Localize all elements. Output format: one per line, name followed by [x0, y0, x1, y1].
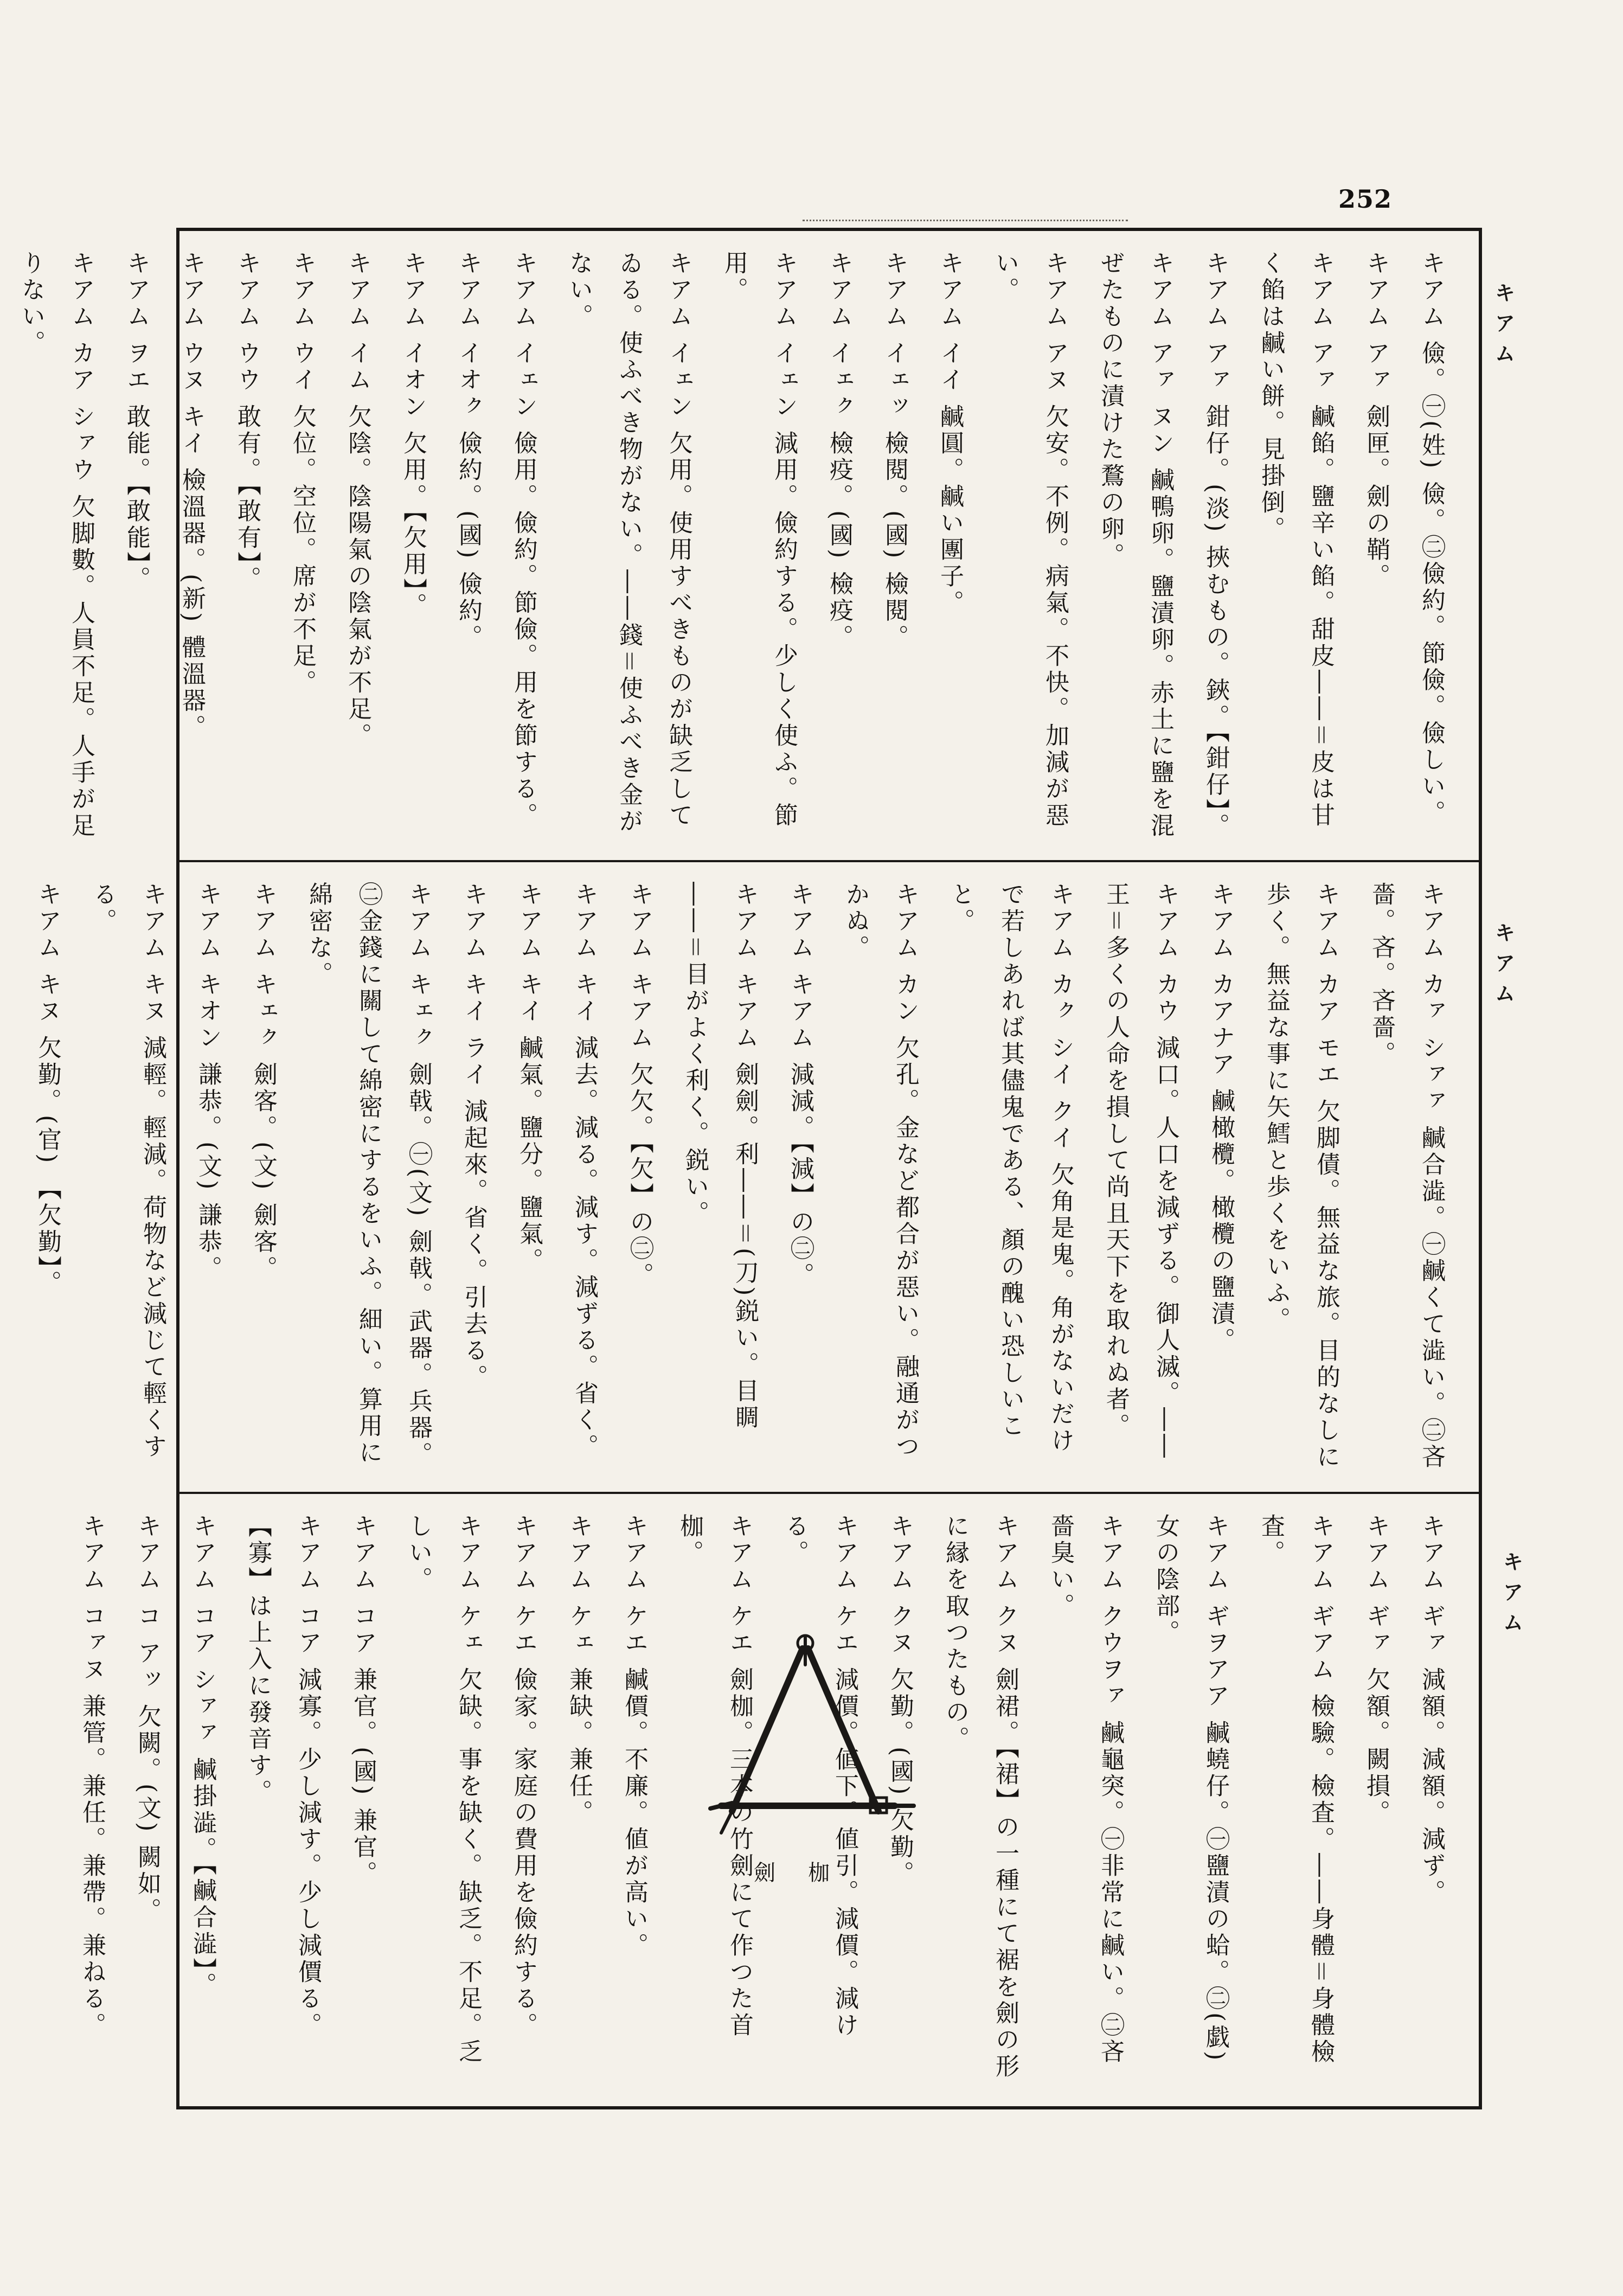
page-number: 252 [1338, 184, 1393, 214]
dictionary-entry: キアム クウヲァ 鹹龜突。㊀非常に鹹い。㊁吝嗇臭い。 [1047, 1513, 1124, 2066]
dictionary-entry: キアム イェッ 檢閱。(國) 檢閱。 [881, 251, 908, 651]
dictionary-entry: キアム イェン 儉用。儉約。節儉。用を節する。 [510, 251, 537, 829]
dictionary-entry: キアム イム 欠陰。陰陽氣の陰氣が不足。 [344, 251, 371, 749]
figure-caption: 劍枷 [754, 1861, 862, 1885]
dictionary-entry: キアム カァ シァァ 鹹合澁。㊀鹹くて澁い。㊁吝嗇。吝。吝嗇。 [1368, 882, 1445, 1471]
dictionary-entry: キアム ギァ 減額。減額。減ず。 [1417, 1513, 1445, 1906]
dictionary-entry: キアム キェㇰ 劍客。(文) 劍客。 [249, 882, 277, 1282]
dictionary-entry: キアム ケェ 欠缺。事を缺く。缺乏。不足。乏しい。 [405, 1513, 482, 2066]
dictionary-entry: キアム ケエ 儉家。家庭の費用を儉約する。 [510, 1513, 537, 2039]
dictionary-entry: キアム キオン 謙恭。(文) 謙恭。 [194, 882, 222, 1282]
dictionary-entry: キアム キヌ 欠勤。(官) 【欠勤】。 [34, 882, 61, 1297]
dictionary-entry: キアム アァ ヌン 鹹鴨卵。鹽漬卵。赤土に鹽を混ぜたものに漬けた鶩の卵。 [1096, 251, 1174, 839]
dictionary-entry: キアム イオㇰ 儉約。(國) 儉約。 [454, 251, 482, 651]
entry-band-top [17, 231, 1479, 860]
running-head-middle: キアム [1491, 922, 1515, 1013]
running-head-top: キアム [1491, 282, 1515, 373]
dictionary-entry: キアム キイ 鹹氣。鹽分。鹽氣。 [515, 882, 543, 1274]
dictionary-entry: キアム ウウ 敢有。【敢有】。 [233, 251, 261, 593]
dictionary-entry: キアム 儉。㊀(姓) 儉。㊁儉約。節儉。儉しい。 [1417, 251, 1445, 827]
dictionary-entry: キアム ギアム 檢驗。檢査。――身體＝身體檢査。 [1257, 1513, 1335, 2066]
dictionary-entry: キアム キアム 劍劍。利――＝(刀)鋭い。目睭――＝目がよく利く。鋭い。 [681, 882, 759, 1432]
dictionary-entry: キアム カウ 減口。人口を減ずる。御人滅。――王＝多くの人命を損して尚且天下を取れぬ者。 [1102, 882, 1179, 1460]
dictionary-entry: キアム コ アッ 欠闕。(文) 闕如。 [133, 1513, 161, 1925]
sword-cangue-illustration [700, 1627, 916, 1887]
dictionary-entry: キアム キヌ 減輕。輕減。荷物など減じて輕くする。 [89, 882, 166, 1460]
dictionary-entry: キアム カアナア 鹹橄欖。橄欖の鹽漬。 [1207, 882, 1235, 1354]
dictionary-entry: キアム アァ 鉗仔。(淡) 挾むもの。鋏。【鉗仔】。 [1202, 251, 1229, 840]
dictionary-entry: キアム イオン 欠用。【欠用】。 [399, 251, 427, 619]
header-rule [803, 220, 1128, 221]
dictionary-entry: キアム イイ 鹹圓。鹹い團子。 [936, 251, 964, 617]
dictionary-entry: キアム アァ 劍匣。劍の鞘。 [1362, 251, 1390, 590]
dictionary-entry: キアム カア モエ 欠脚債。無益な旅。目的なしに歩く。無益な事に矢鱈と歩くをいふ。 [1262, 882, 1340, 1471]
dictionary-entry: キアム アァ 鹹餡。鹽辛い餡。甜皮――＝皮は甘く餡は鹹い餅。見掛倒。 [1257, 251, 1335, 829]
cangue-drawing [700, 1627, 916, 1855]
dictionary-entry: キアム コア 減寡。少し減す。少し減價る。【寡】は上入に發音す。 [244, 1513, 322, 2039]
entry-band-middle [34, 860, 1479, 1492]
dictionary-entry: キアム ヲエ 敢能。【敢能】。 [123, 251, 150, 593]
dictionary-entry: キアム クヌ 劍裙。【裙】の一種にて裾を劍の形に縁を取つたもの。 [941, 1513, 1019, 2080]
dictionary-entry: キアム イェン 減用。儉約する。少しく使ふ。節用。 [720, 251, 798, 829]
running-head-bottom: キアム [1499, 1551, 1523, 1642]
dictionary-entry: キアム ケエ 劍枷。三本の竹劍にて作つた首枷。 [676, 1513, 753, 2039]
dictionary-entry: キアム ウヌ キイ 檢溫器。(新) 體溫器。 [178, 251, 206, 741]
dictionary-entry: キアム ウイ 欠位。空位。席が不足。 [288, 251, 316, 696]
dictionary-entry: キアム キアム 減減。【減】の㊁。 [786, 882, 814, 1289]
dictionary-entry: キアム キイ ライ 減起來。省く。引去る。 [460, 882, 487, 1391]
dictionary-entry: キアム ケエ 減價。値下。値引。減價。減ける。 [781, 1513, 858, 2039]
dictionary-entry: キアム コァヌ 兼管。兼任。兼帶。兼ねる。 [78, 1513, 106, 2039]
dictionary-entry: キアム カン 欠孔。金など都合が惡い。融通がつかぬ。 [842, 882, 919, 1460]
dictionary-entry: キアム イェン 欠用。使用すべきものが缺乏してゐる。使ふべき物がない。――錢＝使ふべき金がない。 [565, 251, 692, 835]
dictionary-entry: キアム アヌ 欠安。不例。病氣。不快。加減が惡い。 [991, 251, 1069, 829]
dictionary-entry: キアム クヌ 欠勤。(國) 欠勤。 [886, 1513, 914, 1888]
dictionary-entry: キアム ギヲアア 鹹蟯仔。㊀鹽漬の蛤。㊁(戯) 女の陰部。 [1152, 1513, 1229, 2063]
dictionary-entry: キアム キェㇰ 劍戟。㊀(文) 劍戟。武器。兵器。㊁金錢に關して綿密にするをいふ。細い。算用に綿密な。 [305, 882, 432, 1468]
dictionary-entry: キアム ギァ 欠額。闕損。 [1362, 1513, 1390, 1826]
dictionary-entry: キアム コア 兼官。(國) 兼官。 [349, 1513, 377, 1888]
dictionary-entry: キアム ケエ 鹹價。不廉。値が高い。 [620, 1513, 648, 1959]
dictionary-entry: キアム キイ 減去。減る。減す。減ずる。省く。 [570, 882, 598, 1460]
dictionary-entry: キアム カア シァウ 欠脚數。人員不足。人手が足りない。 [17, 251, 95, 839]
dictionary-entry: キアム コア シァァ 鹹掛澁。【鹹合澁】。 [189, 1513, 216, 1999]
dictionary-entry: キアム カㇰ シイ クイ 欠角是鬼。角がないだけで若しあれば其儘鬼である、顏の醜い恐しいこと。 [947, 882, 1074, 1454]
dictionary-entry: キアム キアム 欠欠。【欠】の㊁。 [626, 882, 653, 1289]
dictionary-entry: キアム イェㇰ 檢疫。(國) 檢疫。 [825, 251, 853, 651]
dictionary-entry: キアム ケェ 兼缺。兼任。 [565, 1513, 593, 1826]
